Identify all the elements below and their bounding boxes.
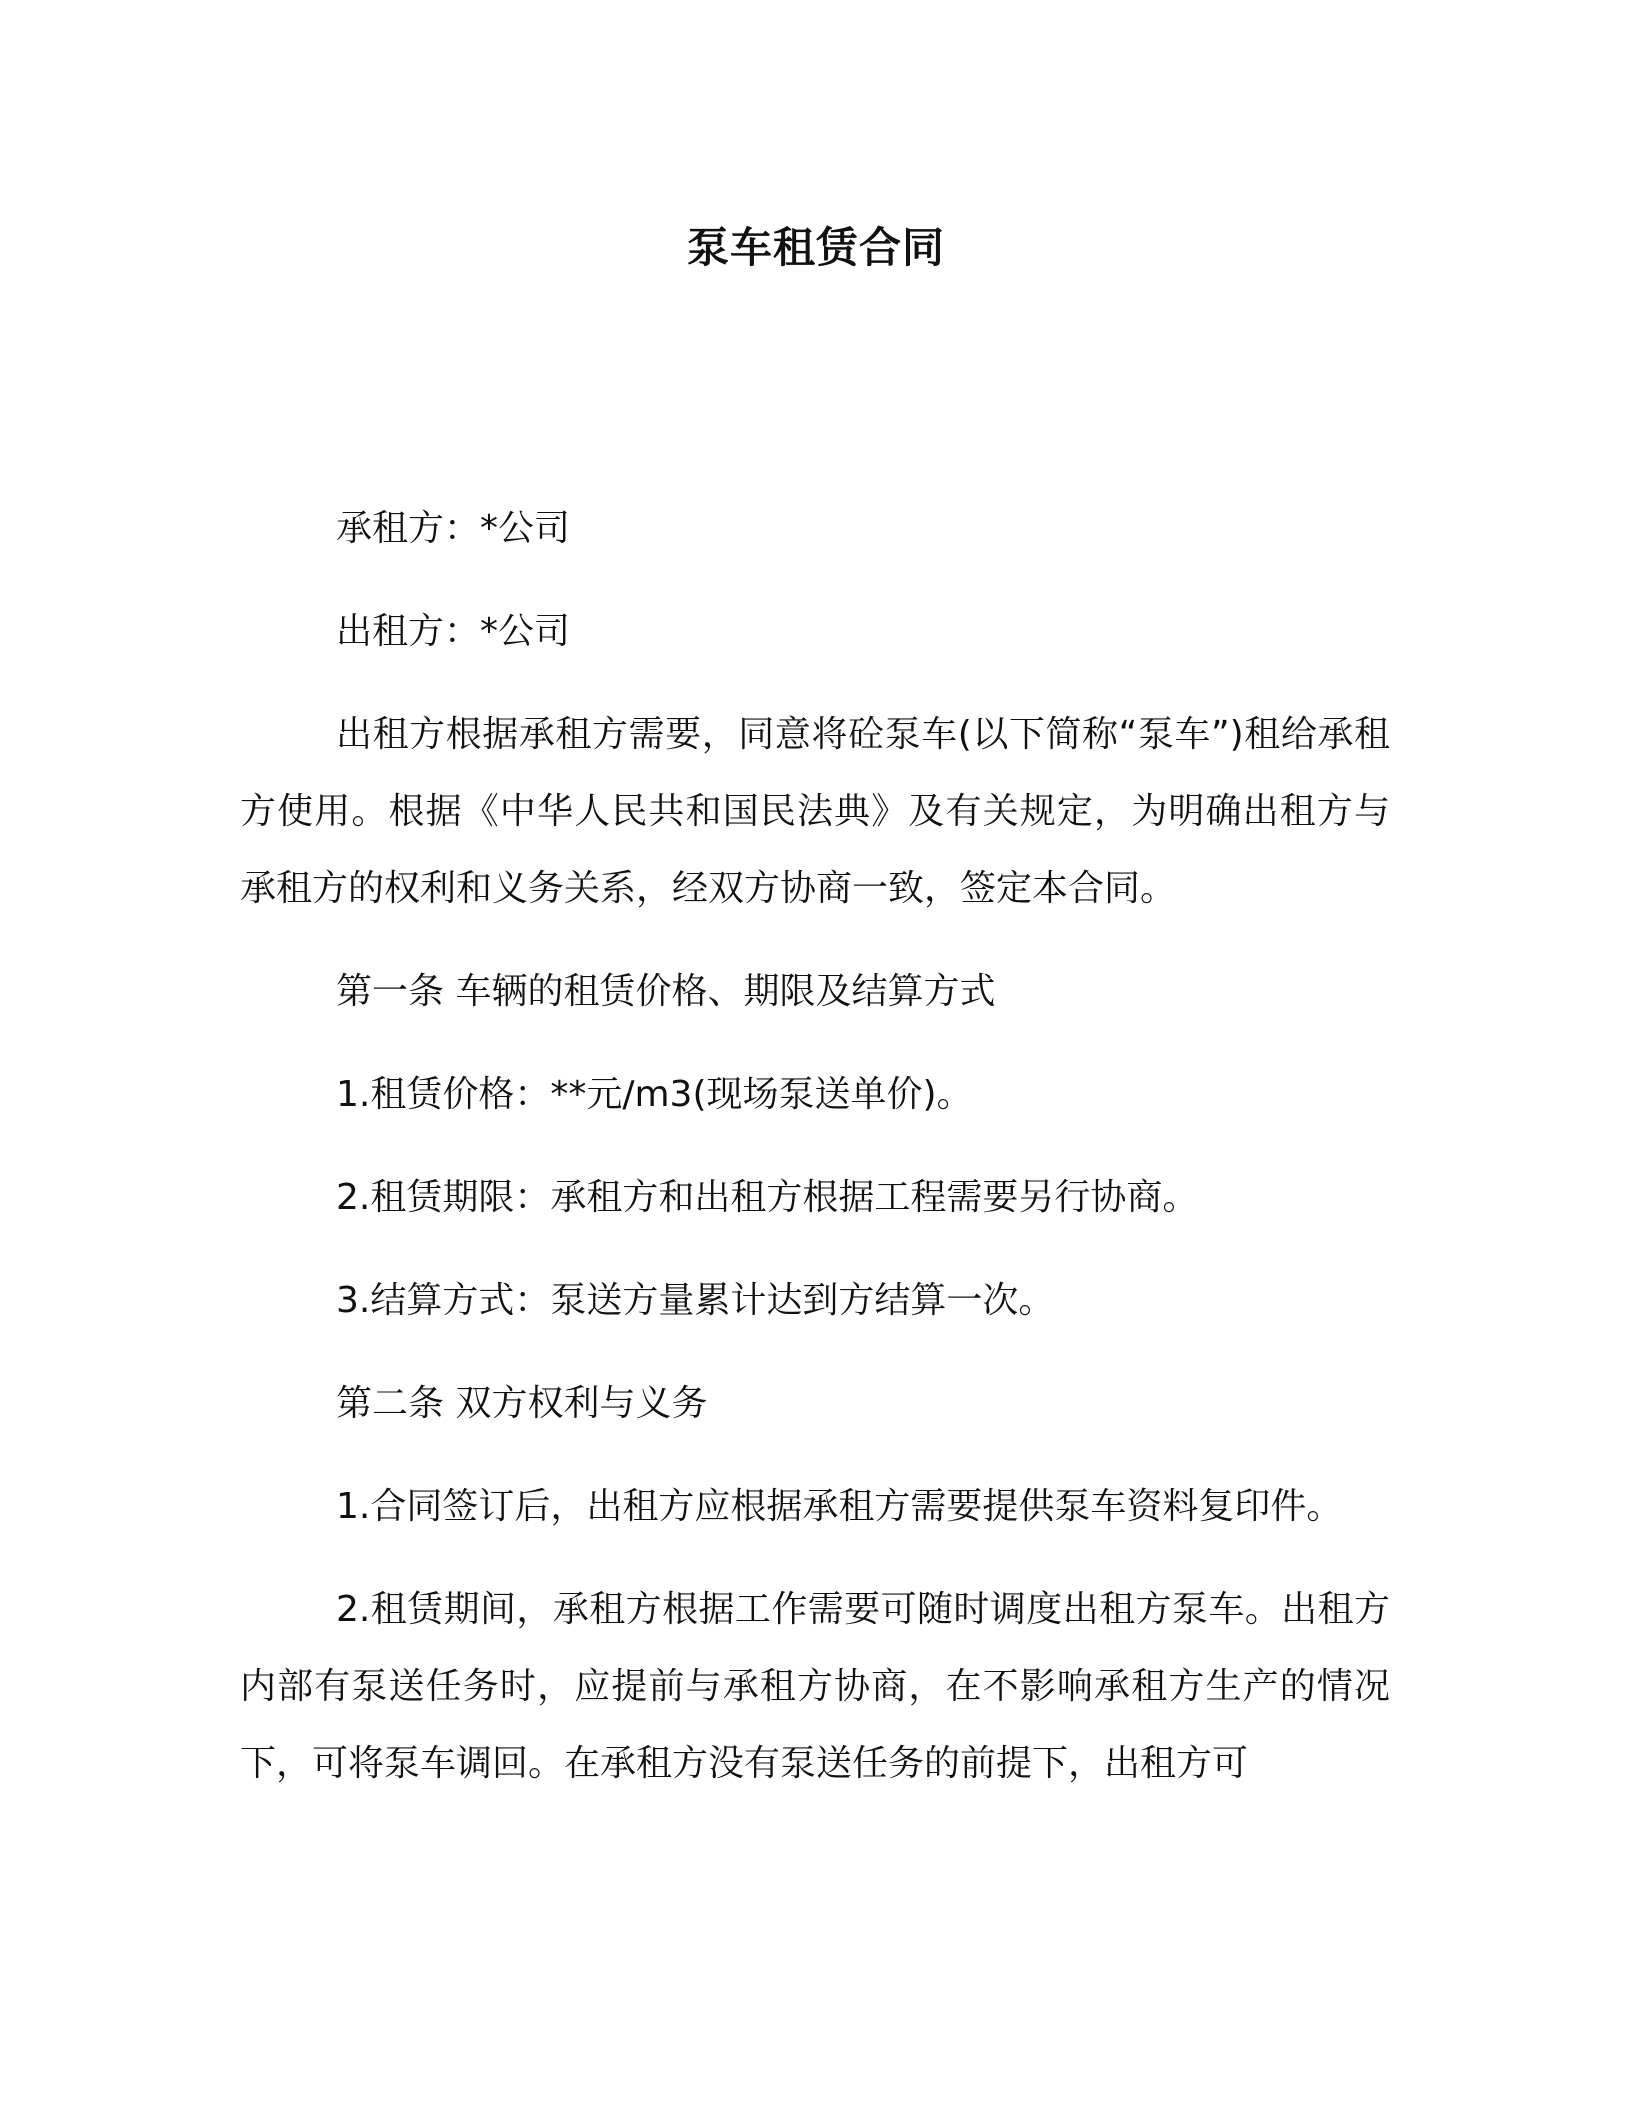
document-body [240, 490, 1390, 1828]
lessor-line: 出租方：*公司 [336, 611, 571, 652]
article-1-item-2: 2.租赁期限：承租方和出租方根据工程需要另行协商。 [336, 1177, 1199, 1218]
article-1-item-3: 3.结算方式：泵送方量累计达到方结算一次。 [336, 1280, 1055, 1321]
article-1-heading: 第一条 车辆的租赁价格、期限及结算方式 [336, 971, 996, 1012]
preamble-paragraph: 出租方根据承租方需要，同意将砼泵车(以下简称“泵车”)租给承租方使用。根据《中华人民共和国民法典》及有关规定，为明确出租方与承租方的权利和义务关系，经双方协商一致，签定本合同。 [240, 714, 1390, 909]
article-2-item-2: 2.租赁期间，承租方根据工作需要可随时调度出租方泵车。出租方内部有泵送任务时，应提前与承租方协商，在不影响承租方生产的情况下，可将泵车调回。在承租方没有泵送任务的前提下，出租方可 [240, 1589, 1390, 1784]
lessee-line: 承租方：*公司 [336, 508, 571, 549]
document-title: 泵车租赁合同 [686, 223, 945, 272]
article-2-item-1: 1.合同签订后，出租方应根据承租方需要提供泵车资料复印件。 [336, 1486, 1343, 1527]
article-1-item-1: 1.租赁价格：**元/m3(现场泵送单价)。 [336, 1074, 973, 1115]
article-2-heading: 第二条 双方权利与义务 [336, 1383, 708, 1424]
